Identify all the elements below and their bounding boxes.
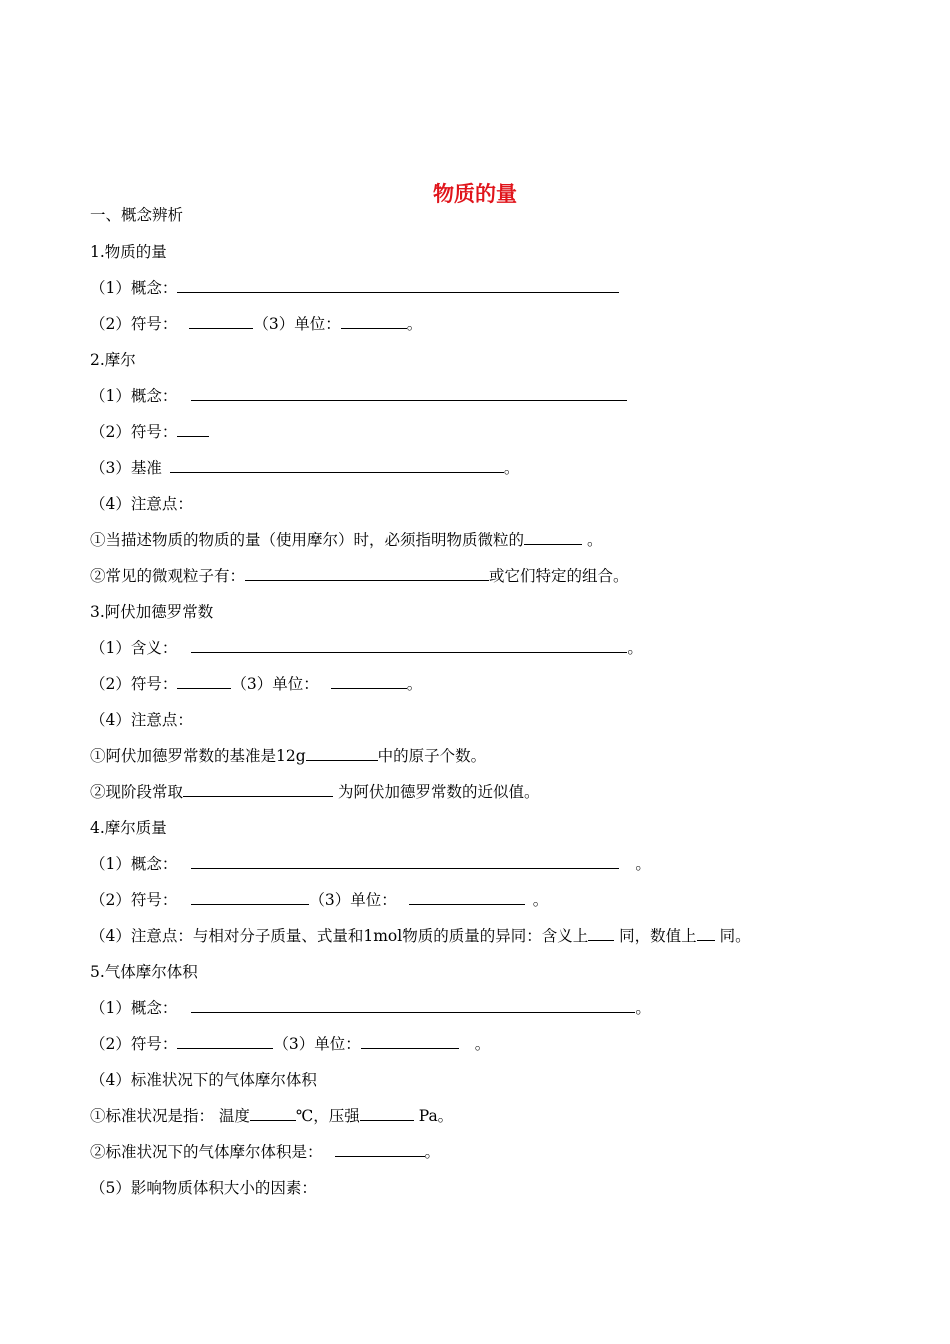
line-2-note-1: ①当描述物质的物质的量（使用摩尔）时，必须指明物质微粒的 。 [90, 531, 603, 549]
heading-mole: 2.摩尔 [90, 351, 136, 369]
line-3-2: （2）符号： （3）单位： 。 [90, 675, 423, 693]
section-heading: 一、概念辨析 [90, 206, 184, 224]
line-2-1: （1）概念： [90, 386, 627, 406]
document-title: 物质的量 [433, 182, 517, 206]
heading-molar-mass: 4.摩尔质量 [90, 819, 167, 837]
line-2-2: （2）符号： [90, 422, 209, 442]
fill-blank[interactable] [524, 530, 582, 545]
line-2-4: （4）注意点： [90, 495, 193, 513]
fill-blank[interactable] [191, 638, 627, 653]
line-4-4: （4）注意点：与相对分子质量、式量和1mol物质的质量的异同：含义上 同，数值上 同。 [90, 927, 751, 945]
fill-blank[interactable] [245, 566, 489, 581]
line-5-note-2: ②标准状况下的气体摩尔体积是： 。 [90, 1143, 441, 1161]
fill-blank[interactable] [341, 314, 407, 329]
fill-blank[interactable] [409, 890, 525, 905]
line-2-3: （3）基准 。 [90, 459, 520, 477]
fill-blank[interactable] [250, 1106, 296, 1121]
fill-blank[interactable] [189, 314, 253, 329]
line-1-1: （1）概念： [90, 278, 619, 298]
heading-molar-volume: 5.气体摩尔体积 [90, 963, 198, 981]
line-4-2: （2）符号： （3）单位： 。 [90, 891, 549, 909]
fill-blank[interactable] [191, 998, 635, 1013]
fill-blank[interactable] [191, 386, 627, 401]
fill-blank[interactable] [335, 1142, 425, 1157]
fill-blank[interactable] [177, 1034, 273, 1049]
line-5-1: （1）概念： 。 [90, 999, 651, 1017]
heading-amount-of-substance: 1.物质的量 [90, 243, 167, 261]
fill-blank[interactable] [177, 422, 209, 437]
line-5-4: （4）标准状况下的气体摩尔体积 [90, 1071, 317, 1089]
fill-blank[interactable] [361, 1034, 459, 1049]
fill-blank[interactable] [191, 890, 309, 905]
fill-blank[interactable] [697, 926, 715, 941]
fill-blank[interactable] [177, 674, 231, 689]
fill-blank[interactable] [331, 674, 407, 689]
line-1-2: （2）符号： （3）单位： 。 [90, 315, 423, 333]
fill-blank[interactable] [183, 782, 333, 797]
fill-blank[interactable] [306, 746, 378, 761]
line-5-note-1: ①标准状况是指： 温度 ℃，压强 Pa。 [90, 1107, 454, 1125]
line-2-note-2: ②常见的微观粒子有： 或它们特定的组合。 [90, 567, 629, 585]
fill-blank[interactable] [191, 854, 619, 869]
line-5-2: （2）符号： （3）单位： 。 [90, 1035, 491, 1053]
heading-avogadro: 3.阿伏加德罗常数 [90, 603, 214, 621]
line-4-1: （1）概念： 。 [90, 855, 651, 873]
fill-blank[interactable] [170, 458, 504, 473]
line-3-note-1: ①阿伏加德罗常数的基准是12g 中的原子个数。 [90, 747, 487, 765]
line-5-5: （5）影响物质体积大小的因素： [90, 1179, 317, 1197]
line-3-1: （1）含义： 。 [90, 639, 643, 657]
line-3-4: （4）注意点： [90, 711, 193, 729]
fill-blank[interactable] [360, 1106, 414, 1121]
line-3-note-2: ②现阶段常取 为阿伏加德罗常数的近似值。 [90, 783, 540, 801]
fill-blank[interactable] [177, 278, 619, 293]
fill-blank[interactable] [588, 926, 614, 941]
